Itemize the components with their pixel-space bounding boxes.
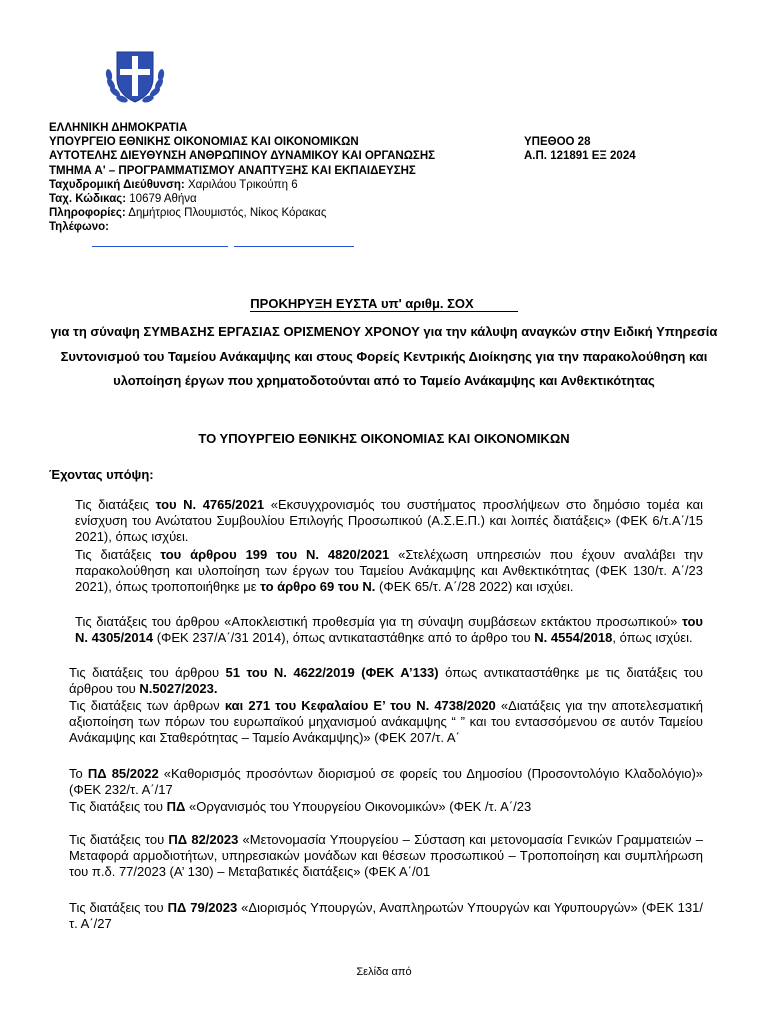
consideration-paragraph: Τις διατάξεις του ΠΔ «Οργανισμός του Υπουργείου Οικονομικών» (ΦΕΚ /τ. Α΄/23 [69,799,532,814]
info-label: Πληροφορίες: [49,207,126,220]
sender-header [49,121,435,235]
protocol-block [524,135,636,163]
protocol-number: Α.Π. 121891 ΕΞ 2024 [524,150,636,163]
greek-coat-of-arms-icon [103,44,167,108]
info-row [49,206,435,220]
header-line: ΑΥΤΟΤΕΛΗΣ ΔΙΕΥΘΥΝΣΗ ΑΝΘΡΩΠΙΝΟΥ ΔΥΝΑΜΙΚΟΥ ΚΑΙ ΟΡΓΑΝΩΣΗΣ [49,150,436,163]
blank-link-line [234,246,354,247]
postcode-label: Ταχ. Κώδικας: [49,193,127,206]
consideration-paragraph: Το ΠΔ 85/2022 «Καθορισμός προσόντων διορισμού σε φορείς του Δημοσίου (Προσοντολόγιο Κλαδολόγιο)» (ΦΕΚ 232/τ. Α΄/17 [69,766,704,797]
info-value: Δημήτριος Πλουμιστός, Νίκος Κόρακας [125,207,327,220]
protocol-code: ΥΠΕΘΟΟ 28 [524,136,591,148]
consideration-paragraph: Τις διατάξεις του ΠΔ 82/2023 «Μετονομασία Υπουργείου – Σύσταση και μετονομασία Γενικών Γραμματειών – Μεταφορά αρμοδιοτήτων, υπηρεσιακών μονάδων και θέσεων προσωπικού – Τροποποίηση και συμπλήρωση του π.δ. 77/2023 (Α’ 130) – Μεταβατικές διατάξεις» (ΦΕΚ Α΄/01 [69,832,703,879]
header-line: ΥΠΟΥΡΓΕΙΟ ΕΘΝΙΚΗΣ ΟΙΚΟΝΟΜΙΑΣ ΚΑΙ ΟΙΚΟΝΟΜΙΚΩΝ [49,136,359,149]
consideration-paragraph: Τις διατάξεις του άρθρου 51 του Ν. 4622/2019 (ΦΕΚ Α’133) όπως αντικαταστάθηκε με τις διατάξεις του άρθρου του Ν.5027/2023. [69,665,704,696]
phone-label: Τηλέφωνο: [49,221,109,234]
consideration-paragraph: Τις διατάξεις του άρθρου «Αποκλειστική προθεσμία για τη σύναψη συμβάσεων εκτάκτου προσωπικού» του Ν. 4305/2014 (ΦΕΚ 237/Α΄/31 2014), όπως αντικαταστάθηκε από το άρθρο του Ν. 4554/2018, όπως ισχύει. [75,614,703,645]
postcode-value: 10679 Αθήνα [126,193,197,206]
header-line: ΤΜΗΜΑ Α' – ΠΡΟΓΡΑΜΜΑΤΙΣΜΟΥ ΑΝΑΠΤΥΞΗΣ ΚΑΙ ΕΚΠΑΙΔΕΥΣΗΣ [49,164,416,177]
issuing-ministry: ΤΟ ΥΠΟΥΡΓΕΙΟ ΕΘΝΙΚΗΣ ΟΙΚΟΝΟΜΙΑΣ ΚΑΙ ΟΙΚΟΝΟΜΙΚΩΝ [198,431,570,446]
header-line: ΕΛΛΗΝΙΚΗ ΔΗΜΟΚΡΑΤΙΑ [49,122,188,134]
consideration-paragraph: Τις διατάξεις του Ν. 4765/2021 «Εκσυγχρονισμός του συστήματος προσλήψεων στο δημόσιο τομέα και ενίσχυση του Ανώτατου Συμβουλίου Επιλογής Προσωπικού (Α.Σ.Ε.Π.) και λοιπές διατάξεις» (ΦΕΚ 6/τ.Α΄/15 2021), όπως ισχύει. [75,497,704,544]
document-title: ΠΡΟΚΗΡΥΞΗ ΕΥΣΤΑ υπ' αριθμ. ΣΟΧ [0,296,768,312]
page-footer: Σελίδα από [356,966,412,978]
consideration-paragraph: Τις διατάξεις του ΠΔ 79/2023 «Διορισμός Υπουργών, Αναπληρωτών Υπουργών και Υφυπουργών» (ΦΕΚ 131/τ. Α΄/27 [69,900,703,931]
address-value: Χαριλάου Τρικούπη 6 [184,178,298,191]
consideration-paragraph: Τις διατάξεις των άρθρων και 271 του Κεφαλαίου Ε’ του Ν. 4738/2020 «Διατάξεις για την αποτελεσματική αξιοποίηση των πόρων του ευρωπαϊκού μηχανισμού ανάκαμψης “ ” και του εντασσόμενου σε αυτόν Ταμείου Ανάκαμψης και Σταθερότητας – Ταμείο Ανάκαμψης)» (ΦΕΚ 207/τ. Α΄ [69,698,703,745]
blank-link-line [92,246,228,247]
consideration-paragraph: Τις διατάξεις του άρθρου 199 του Ν. 4820/2021 «Στελέχωση υπηρεσιών που έχουν αναλάβει την παρακολούθηση και υλοποίηση των έργων του Ταμείου Ανάκαμψης και Ανθεκτικότητας (ΦΕΚ 130/τ. Α΄/23 2021), όπως τροποποιήθηκε με το άρθρο 69 του Ν. (ΦΕΚ 65/τ. Α΄/28 2022) και ισχύει. [75,547,703,594]
phone-row [49,220,435,234]
address-label: Ταχυδρομική Διεύθυνση: [49,178,185,191]
address-row [49,178,435,192]
postcode-row [49,192,435,206]
considering-heading: Έχοντας υπόψη: [49,467,154,482]
document-subtitle: για τη σύναψη ΣΥΜΒΑΣΗΣ ΕΡΓΑΣΙΑΣ ΟΡΙΣΜΕΝΟΥ ΧΡΟΝΟΥ για την κάλυψη αναγκών στην Ειδική Υπηρεσία Συντονισμού του Ταμείου Ανάκαμψης και στους Φορείς Κεντρικής Διοίκησης για την παρακολούθηση και υλοποίηση έργων που χρηματοδοτούνται από το Ταμείο Ανάκαμψης και Ανθεκτικότητας [50,324,718,388]
